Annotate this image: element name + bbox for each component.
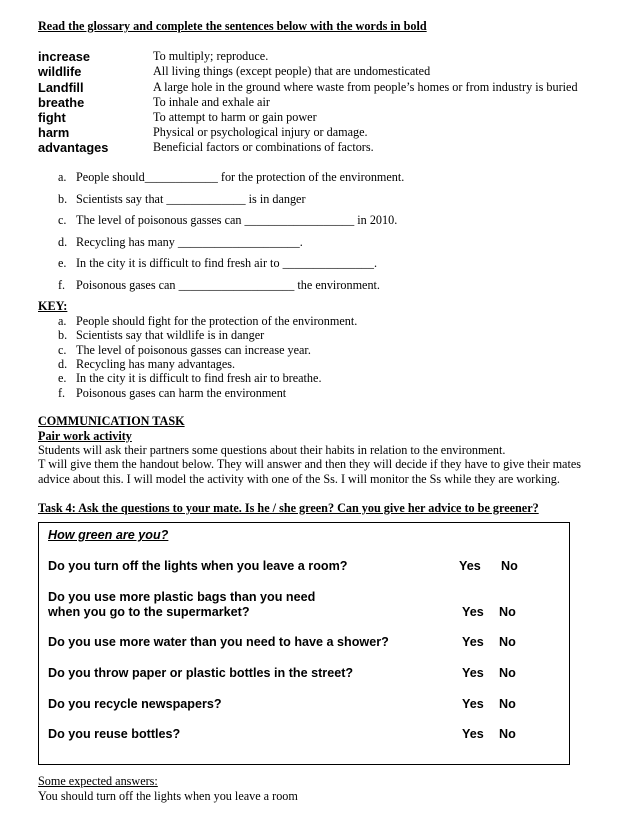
yes-option[interactable]: Yes (462, 727, 484, 741)
quiz-question: Do you use more plastic bags than you need (48, 590, 316, 604)
glossary-term: increase (38, 49, 90, 64)
glossary-term: breathe (38, 95, 85, 110)
communication-paragraph-line: T will give them the handout below. They will answer and then they will decide if they have to give their mates (38, 457, 581, 471)
no-option[interactable]: No (499, 635, 516, 649)
sentence-text: People should____________ for the protection of the environment. (76, 170, 405, 184)
yes-option[interactable]: Yes (462, 635, 484, 649)
key-text: Poisonous gases can harm the environment (76, 386, 287, 400)
key-text: People should fight for the protection of the environment. (76, 314, 358, 328)
no-option[interactable]: No (499, 727, 516, 741)
yes-option[interactable]: Yes (459, 559, 481, 573)
key-text: Recycling has many advantages. (76, 357, 236, 371)
no-option[interactable]: No (501, 559, 518, 573)
sentence-text: The level of poisonous gasses can __________________ in 2010. (76, 213, 398, 227)
sentence-letter: a. (58, 170, 67, 184)
quiz-question: Do you recycle newspapers? (48, 697, 222, 711)
key-letter: b. (58, 328, 68, 342)
glossary-term: advantages (38, 140, 109, 155)
no-option[interactable]: No (499, 605, 516, 619)
glossary-term: wildlife (38, 64, 82, 79)
sentence-letter: d. (58, 235, 68, 249)
yes-option[interactable]: Yes (462, 666, 484, 680)
expected-answers-heading: Some expected answers: (38, 774, 158, 788)
sentence-text: Recycling has many ____________________. (76, 235, 303, 249)
glossary-definition: Beneficial factors or combinations of factors. (153, 140, 374, 154)
sentence-letter: e. (58, 256, 67, 270)
sentence-letter: b. (58, 192, 68, 206)
quiz-question-continued: when you go to the supermarket? (48, 605, 250, 619)
glossary-definition: Physical or psychological injury or damage. (153, 125, 368, 139)
yes-option[interactable]: Yes (462, 697, 484, 711)
task-4-heading: Task 4: Ask the questions to your mate. Is he / she green? Can you give her advice to be greener? (38, 501, 539, 515)
glossary-definition: To attempt to harm or gain power (153, 110, 317, 124)
sentence-text: Scientists say that _____________ is in danger (76, 192, 306, 206)
sentence-letter: c. (58, 213, 67, 227)
glossary-term: fight (38, 110, 66, 125)
quiz-question: Do you turn off the lights when you leave a room? (48, 559, 348, 573)
glossary-definition: To multiply; reproduce. (153, 49, 269, 63)
quiz-question: Do you use more water than you need to have a shower? (48, 635, 389, 649)
expected-answer-line: You should turn off the lights when you leave a room (38, 789, 298, 803)
instructions-heading: Read the glossary and complete the sentences below with the words in bold (38, 19, 427, 33)
key-text: Scientists say that wildlife is in danger (76, 328, 265, 342)
glossary-definition: All living things (except people) that are undomesticated (153, 64, 431, 78)
quiz-question: Do you throw paper or plastic bottles in the street? (48, 666, 354, 680)
sentence-text: In the city it is difficult to find fresh air to _______________. (76, 256, 378, 270)
communication-paragraph-line: advice about this. I will model the activity with one of the Ss. I will monitor the Ss while they are working. (38, 472, 560, 486)
key-letter: e. (58, 371, 67, 385)
key-letter: a. (58, 314, 67, 328)
no-option[interactable]: No (499, 666, 516, 680)
key-heading: KEY: (38, 299, 68, 313)
key-letter: f. (58, 386, 66, 400)
quiz-title: How green are you? (48, 528, 169, 542)
glossary-term: Landfill (38, 80, 84, 95)
sentence-text: Poisonous gases can ___________________ the environment. (76, 278, 380, 292)
key-text: In the city it is difficult to find fresh air to breathe. (76, 371, 322, 385)
pair-work-heading: Pair work activity (38, 429, 132, 443)
glossary-definition: A large hole in the ground where waste from people’s homes or from industry is buried (153, 80, 578, 94)
sentence-letter: f. (58, 278, 66, 292)
key-letter: d. (58, 357, 68, 371)
yes-option[interactable]: Yes (462, 605, 484, 619)
no-option[interactable]: No (499, 697, 516, 711)
quiz-question: Do you reuse bottles? (48, 727, 181, 741)
key-text: The level of poisonous gasses can increase year. (76, 343, 311, 357)
glossary-term: harm (38, 125, 70, 140)
communication-task-heading: COMMUNICATION TASK (38, 414, 185, 428)
communication-paragraph-line: Students will ask their partners some questions about their habits in relation to the environment. (38, 443, 506, 457)
key-letter: c. (58, 343, 67, 357)
glossary-definition: To inhale and exhale air (153, 95, 270, 109)
